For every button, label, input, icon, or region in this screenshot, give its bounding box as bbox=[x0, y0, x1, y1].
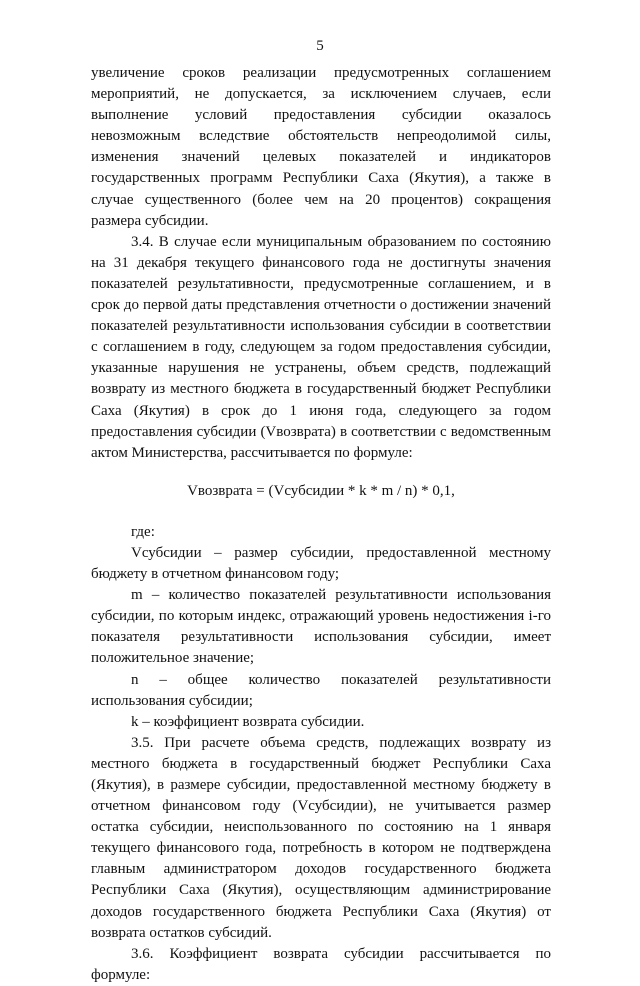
document-body bbox=[91, 63, 551, 986]
paragraph-3-4: 3.4. В случае если муниципальным образованием по состоянию на 31 декабря текущего финансового года не достигнуты значения показателей результативности, предусмотренные соглашением, и в срок до первой даты представления отчетности о достижении значений показателей результативности использования субсидии в соответствии с соглашением в году, следующем за годом предоставления субсидии, указанные нарушения не устранены, объем средств, подлежащий возврату из местного бюджета в государственный бюджет Республики Саха (Якутия) в срок до 1 июня года, следующего за годом предоставления субсидии (Vвозврата) в соответствии с ведомственным актом Министерства, рассчитывается по формуле: bbox=[91, 233, 551, 461]
definition-n: n – общее количество показателей результативности использования субсидии; bbox=[91, 671, 551, 709]
formula-return-volume: Vвозврата = (Vсубсидии * k * m / n) * 0,1, bbox=[187, 482, 455, 499]
definition-m: m – количество показателей результативности использования субсидии, по которым индекс, отражающий уровень недостижения i-го показателя результативности использования субсидии, имеет положительное значение; bbox=[91, 587, 551, 667]
definition-k: k – коэффициент возврата субсидии. bbox=[131, 713, 365, 730]
paragraph-3-5: 3.5. При расчете объема средств, подлежащих возврату из местного бюджета в государственный бюджет Республики Саха (Якутия), в размере субсидии, предоставленной местному бюджету в отчетном финансовом году (Vсубсидии), не учитывается размер остатка субсидии, неиспользованного по состоянию на 1 января текущего финансового года, потребность в котором не подтверждена главным администратором доходов государственного бюджета Республики Саха (Якутия), осуществляющим администрирование доходов государственного бюджета Республики Саха (Якутия) от возврата остатков субсидий. bbox=[91, 734, 551, 941]
paragraph-continuation: увеличение сроков реализации предусмотренных соглашением мероприятий, не допускается, за исключением случаев, если выполнение условий предоставления субсидии оказалось невозможным вследствие обстоятельств непреодолимой силы, изменения значений целевых показателей и индикаторов государственных программ Республики Саха (Якутия), а также в случае существенного (более чем на 20 процентов) сокращения размера субсидии. bbox=[91, 65, 551, 229]
page-number: 5 bbox=[316, 38, 324, 54]
definition-v-subsidy: Vсубсидии – размер субсидии, предоставленной местному бюджету в отчетном финансовом году; bbox=[91, 544, 551, 583]
paragraph-where: где: bbox=[131, 523, 155, 540]
paragraph-3-6: 3.6. Коэффициент возврата субсидии рассчитывается по формуле: bbox=[91, 945, 551, 983]
